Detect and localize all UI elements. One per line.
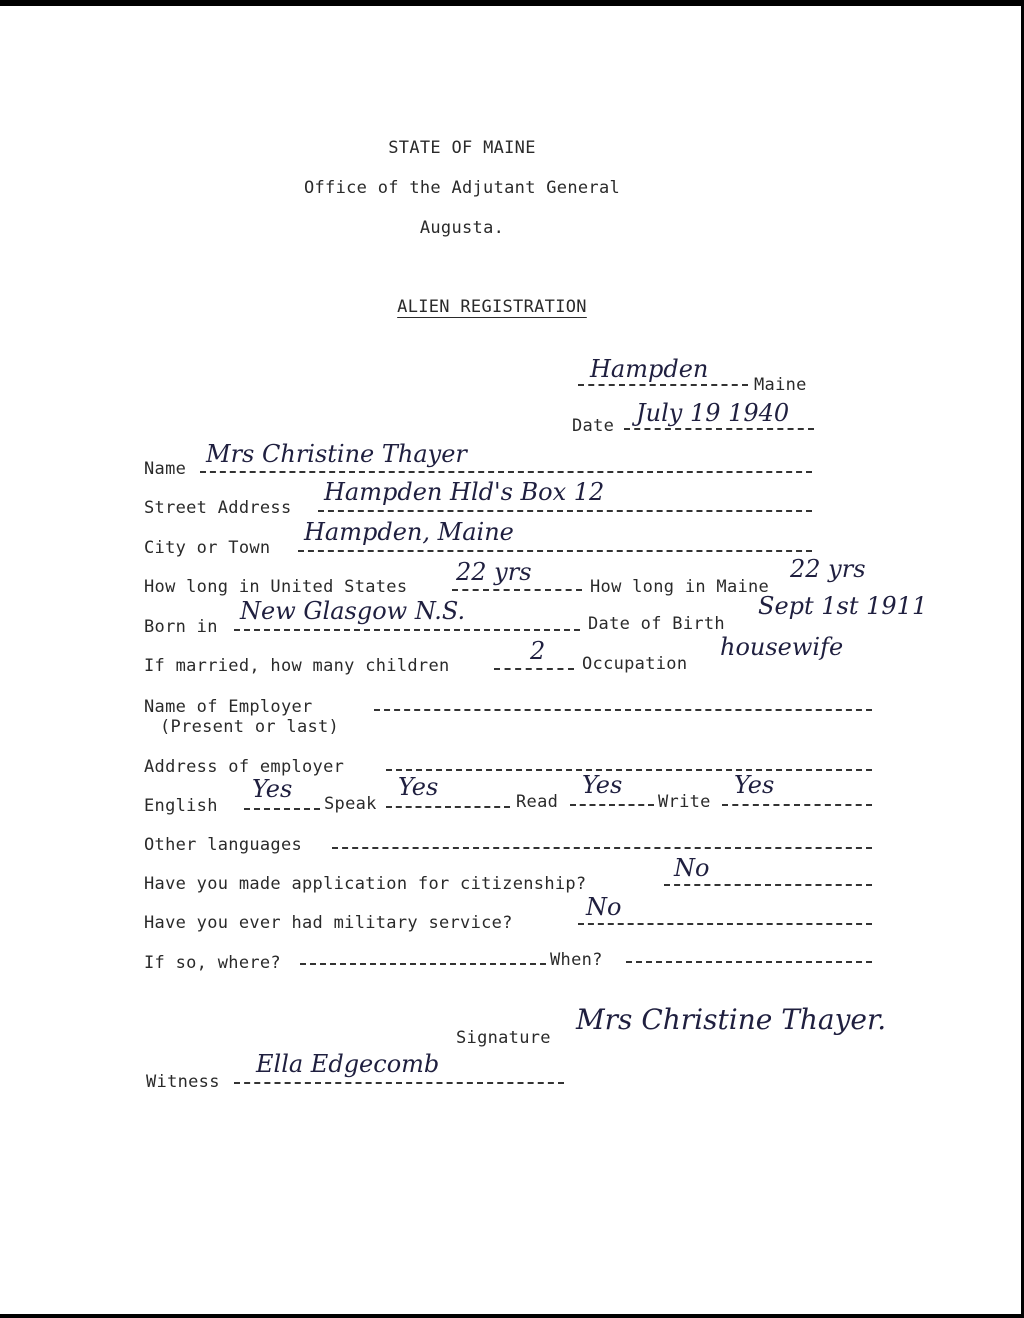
dob-label: Date of Birth: [588, 614, 725, 634]
english-line: [244, 808, 320, 810]
read-label: Read: [516, 792, 559, 812]
date-label: Date: [572, 416, 615, 436]
city-heading: Augusta.: [419, 218, 505, 238]
write-line: [722, 804, 872, 806]
other-languages-label: Other languages: [144, 835, 303, 855]
children-handwritten: 2: [530, 637, 546, 665]
write-label: Write: [658, 792, 711, 812]
children-label: If married, how many children: [144, 656, 450, 676]
town-handwritten: Hampden: [590, 355, 709, 383]
us-years-line: [452, 589, 582, 591]
street-line: [318, 510, 812, 512]
employer-sublabel: (Present or last): [160, 717, 340, 737]
speak-label: Speak: [324, 794, 377, 814]
born-label: Born in: [144, 617, 218, 637]
maine-years-handwritten: 22 yrs: [790, 555, 866, 583]
us-years-label: How long in United States: [144, 577, 408, 597]
dob-handwritten: Sept 1st 1911: [758, 592, 928, 620]
write-handwritten: Yes: [734, 771, 775, 799]
employer-address-line: [386, 769, 872, 771]
name-label: Name: [144, 459, 187, 479]
city-handwritten: Hampden, Maine: [304, 518, 514, 546]
date-handwritten: July 19 1940: [636, 399, 790, 427]
city-line: [298, 550, 812, 552]
born-handwritten: New Glasgow N.S.: [240, 597, 466, 625]
name-line: [200, 471, 812, 473]
occupation-handwritten: housewife: [720, 633, 844, 661]
scan-border-bottom: [0, 1314, 1024, 1318]
born-line: [234, 629, 580, 631]
street-label: Street Address: [144, 498, 292, 518]
speak-handwritten: Yes: [398, 773, 439, 801]
witness-label: Witness: [146, 1072, 220, 1092]
signature-label: Signature: [456, 1028, 551, 1048]
when-line: [626, 961, 872, 963]
date-line: [624, 428, 814, 430]
witness-handwritten: Ella Edgecomb: [256, 1050, 440, 1078]
maine-label: Maine: [754, 375, 807, 395]
military-handwritten: No: [586, 893, 622, 921]
office-heading: Office of the Adjutant General: [303, 178, 621, 198]
employer-label: Name of Employer: [144, 697, 313, 717]
us-years-handwritten: 22 yrs: [456, 558, 532, 586]
children-line: [494, 668, 574, 670]
signature-handwritten: Mrs Christine Thayer.: [576, 1003, 887, 1036]
citizenship-label: Have you made application for citizenship?: [144, 874, 587, 894]
english-handwritten: Yes: [252, 775, 293, 803]
name-handwritten: Mrs Christine Thayer: [206, 440, 467, 468]
witness-line: [234, 1082, 564, 1084]
when-label: When?: [550, 950, 603, 970]
other-languages-line: [332, 847, 872, 849]
english-label: English: [144, 796, 218, 816]
employer-line: [374, 709, 872, 711]
employer-address-label: Address of employer: [144, 757, 345, 777]
state-heading: STATE OF MAINE: [388, 138, 536, 158]
maine-years-label: How long in Maine: [590, 577, 770, 597]
where-line: [300, 963, 546, 965]
citizenship-line: [664, 884, 872, 886]
citizenship-handwritten: No: [674, 854, 710, 882]
speak-line: [386, 806, 510, 808]
city-label: City or Town: [144, 538, 271, 558]
military-line: [578, 923, 872, 925]
military-label: Have you ever had military service?: [144, 913, 513, 933]
street-handwritten: Hampden Hld's Box 12: [324, 478, 605, 506]
read-handwritten: Yes: [582, 771, 623, 799]
scan-border-top: [0, 0, 1024, 6]
occupation-label: Occupation: [582, 654, 688, 674]
form-title: ALIEN REGISTRATION: [397, 297, 587, 317]
where-label: If so, where?: [144, 953, 281, 973]
read-line: [570, 804, 654, 806]
town-line: [578, 384, 748, 386]
